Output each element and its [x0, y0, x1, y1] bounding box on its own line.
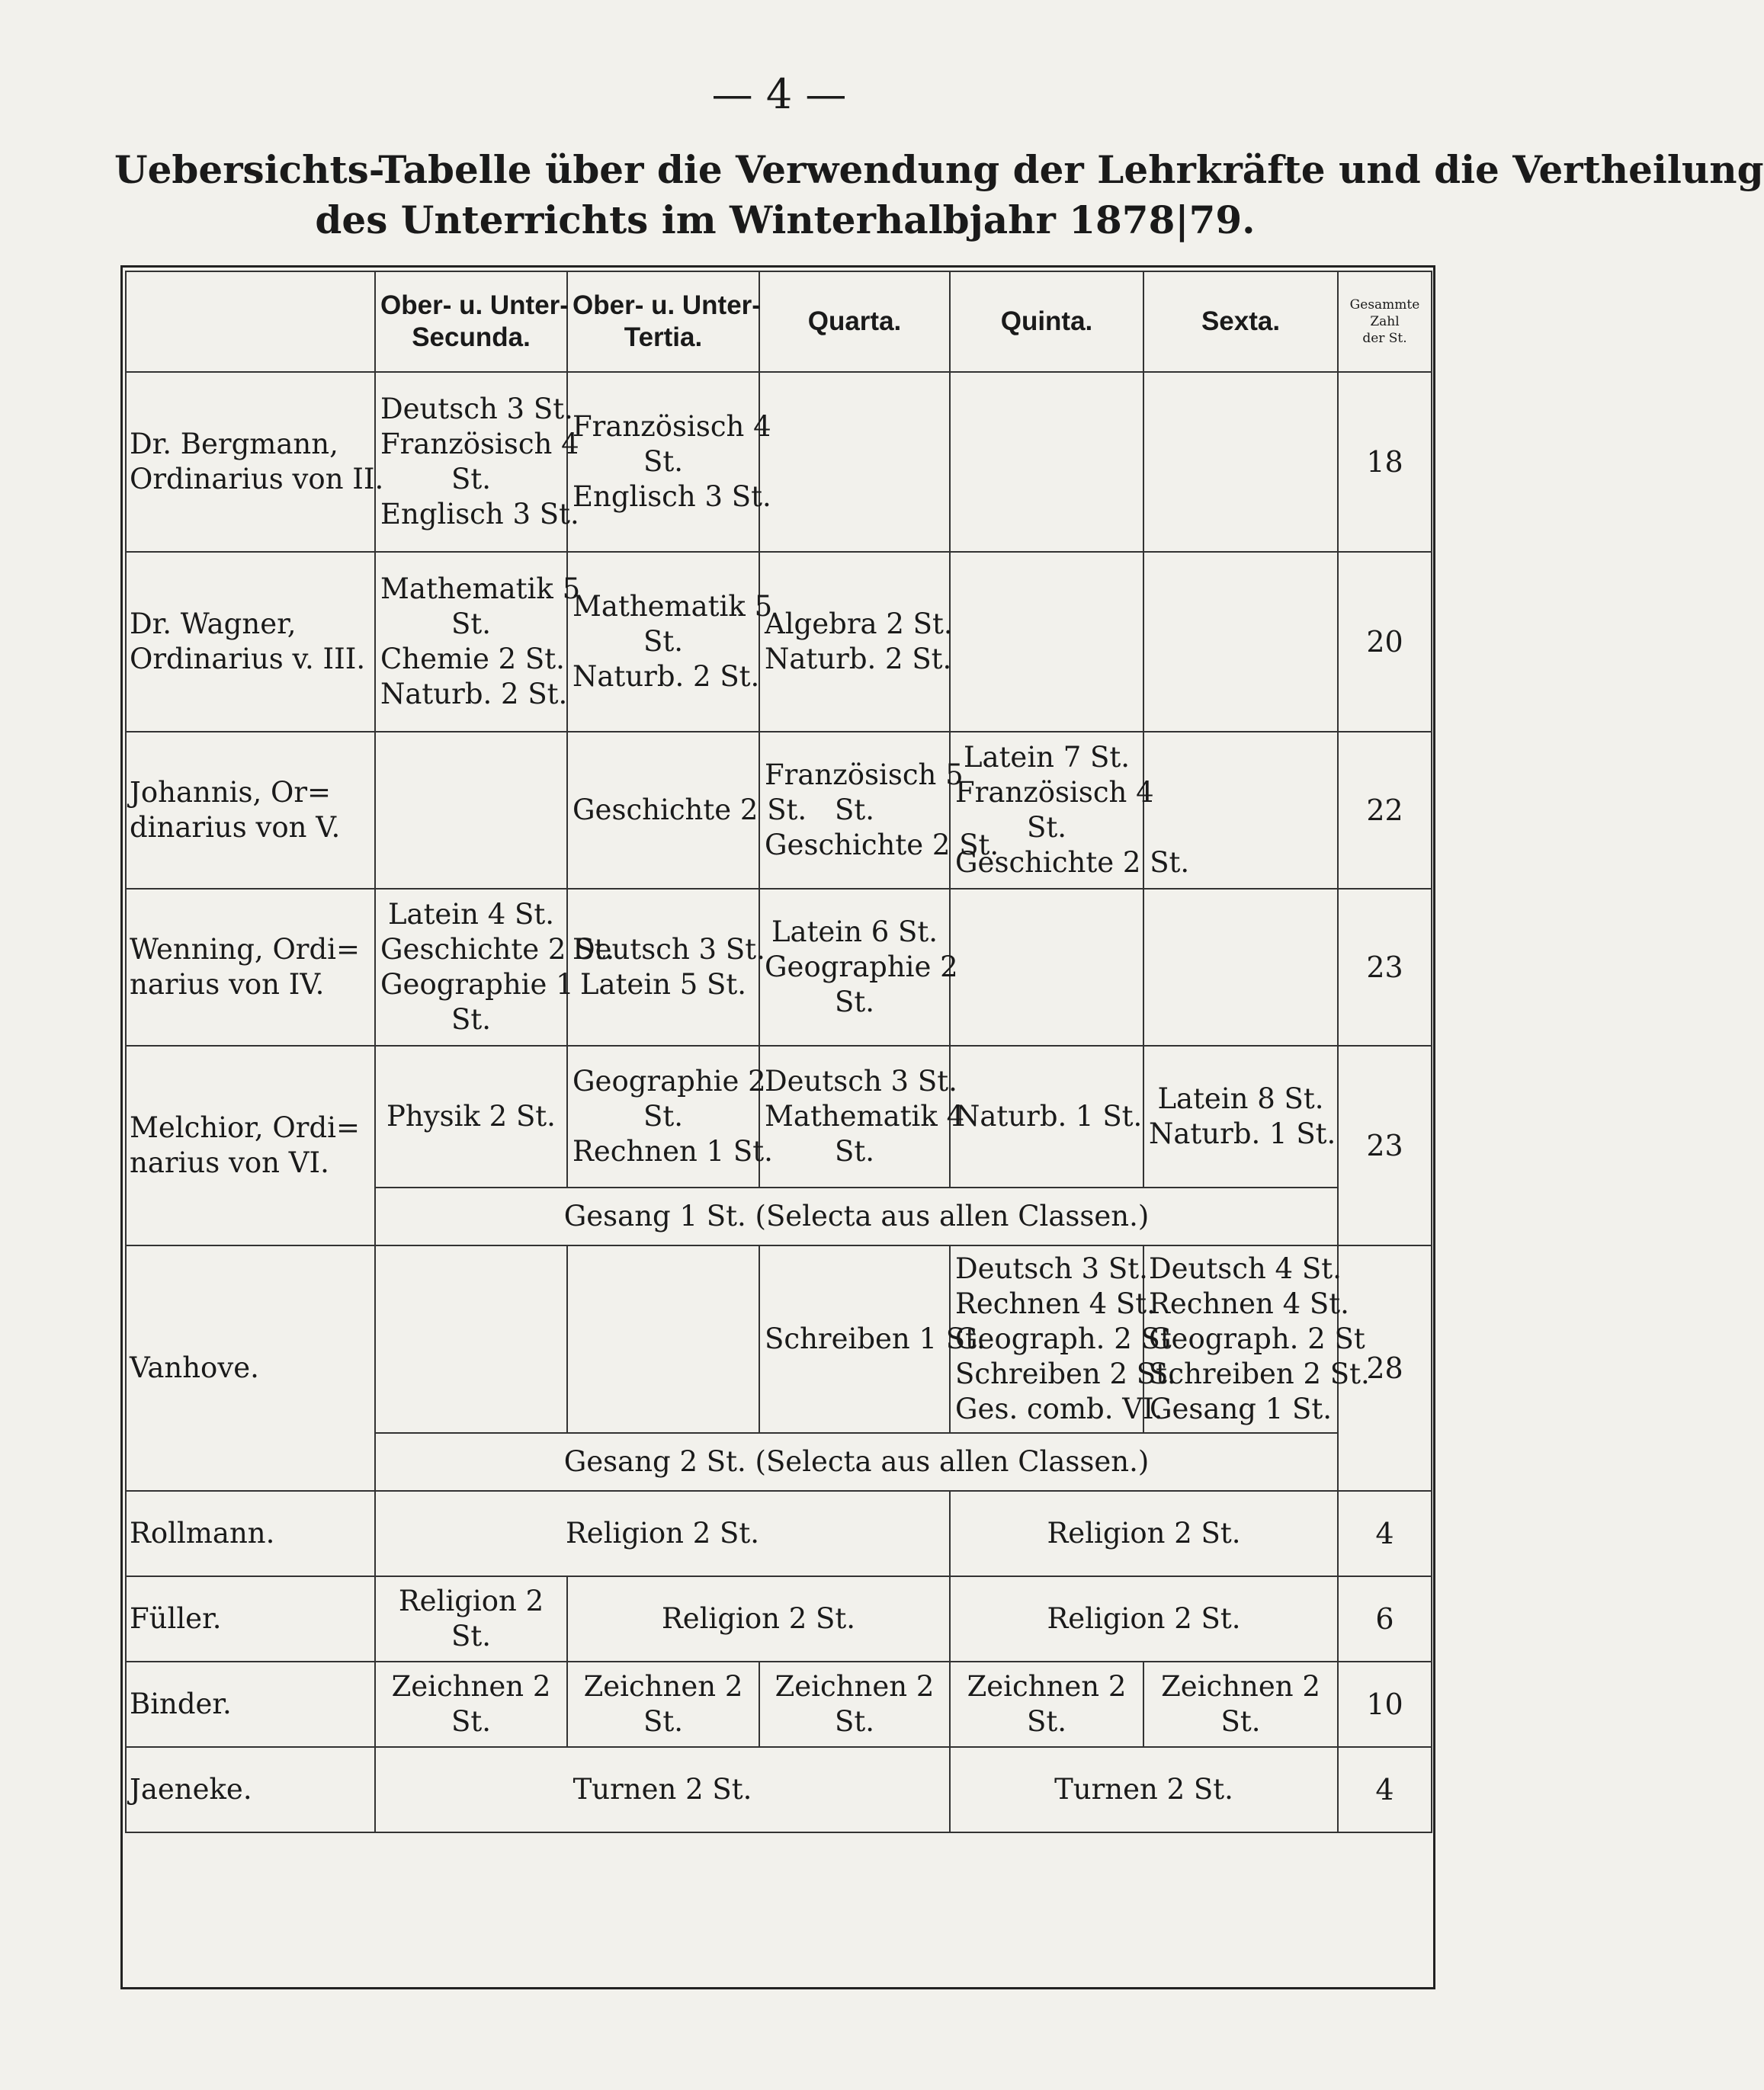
- span-gesang-selecta: Gesang 2 St. (Selecta aus allen Classen.): [375, 1433, 1338, 1491]
- teacher-name: [126, 889, 375, 1046]
- cell-total: 4: [1338, 1491, 1432, 1576]
- cell-total: 23: [1338, 1046, 1432, 1245]
- teacher-name: Rollmann.: [126, 1491, 375, 1576]
- cell-tertia: [567, 732, 807, 889]
- cell-line: Latein 5 St.: [579, 968, 747, 1001]
- table-row: [126, 372, 1432, 552]
- teacher-name: [126, 372, 384, 552]
- table-row: [126, 1576, 1432, 1662]
- header-quarta: Quarta.: [759, 271, 950, 372]
- cell-line: Tertia.: [624, 322, 703, 352]
- table-row: [126, 1662, 1432, 1747]
- cell-line: Johannis, Or=: [130, 776, 332, 809]
- cell-tertia: Zeichnen 2 St.: [567, 1662, 759, 1747]
- cell-line: St.: [643, 445, 683, 478]
- cell-secunda: [375, 732, 567, 889]
- cell-quarta: [759, 1046, 965, 1188]
- cell-turnen-right: Turnen 2 St.: [950, 1747, 1338, 1832]
- cell-line: Deutsch 3 St.: [572, 933, 765, 966]
- cell-tertia: [567, 1046, 773, 1188]
- cell-quinta: [950, 552, 1143, 732]
- cell-line: Gesang 1 St.: [1149, 1393, 1333, 1425]
- cell-secunda: [375, 1245, 567, 1433]
- table-row: [126, 552, 1432, 732]
- cell-line: Naturb. 1 St.: [1149, 1117, 1336, 1150]
- cell-line: Naturb. 2 St.: [572, 660, 760, 693]
- cell-line: Geschichte 2 St.: [380, 933, 615, 966]
- table-row: [126, 1245, 1432, 1433]
- cell-total: 10: [1338, 1662, 1432, 1747]
- cell-quarta: [759, 372, 950, 552]
- cell-line: Geschichte 2 St.: [572, 793, 807, 826]
- cell-line: Geographie 1: [380, 968, 574, 1001]
- cell-sexta: [1143, 372, 1338, 552]
- cell-line: Geograph. 2 St: [955, 1322, 1172, 1355]
- cell-line: St.: [451, 607, 491, 640]
- span-gesang-selecta: Gesang 1 St. (Selecta aus allen Classen.): [375, 1188, 1338, 1245]
- cell-line: Naturb. 1 St.: [955, 1100, 1143, 1133]
- cell-line: Naturb. 2 St.: [765, 643, 952, 675]
- cell-line: narius von IV.: [130, 968, 325, 1001]
- cell-quarta: [759, 1245, 986, 1433]
- cell-line: Französisch 4: [380, 428, 579, 460]
- cell-line: Ges. comb. VI.: [955, 1393, 1163, 1425]
- cell-line: Rechnen 4 St.: [955, 1287, 1156, 1320]
- cell-total: 23: [1338, 889, 1432, 1046]
- cell-total: 4: [1338, 1747, 1432, 1832]
- cell-sexta: Zeichnen 2 St.: [1143, 1662, 1338, 1747]
- cell-line: St.: [643, 625, 683, 658]
- table-row: [126, 1747, 1432, 1832]
- cell-line: Geographie 2: [572, 1065, 766, 1098]
- cell-line: Gesammte: [1349, 297, 1420, 313]
- cell-religion-right: Religion 2 St.: [950, 1576, 1338, 1662]
- cell-quarta: [759, 552, 953, 732]
- cell-line: Ordinarius v. III.: [130, 643, 366, 675]
- cell-quinta: [950, 1245, 1176, 1433]
- cell-line: Geschichte 2 St.: [955, 846, 1190, 879]
- cell-line: Melchior, Ordi=: [130, 1111, 360, 1144]
- cell-total: 28: [1338, 1245, 1432, 1491]
- cell-sexta: [1143, 1245, 1370, 1433]
- header-sexta: Sexta.: [1143, 271, 1338, 372]
- cell-religion-middle: Religion 2 St.: [567, 1576, 950, 1662]
- cell-line: St.: [835, 793, 874, 826]
- cell-line: St.: [1027, 811, 1066, 844]
- cell-quinta: Zeichnen 2 St.: [950, 1662, 1143, 1747]
- cell-total: 18: [1338, 372, 1432, 552]
- cell-line: der St.: [1362, 331, 1407, 346]
- cell-sexta: [1143, 1046, 1338, 1188]
- cell-line: Schreiben 2 St.: [955, 1358, 1176, 1390]
- cell-secunda: [375, 889, 615, 1046]
- cell-line: Deutsch 3 St.: [955, 1252, 1148, 1285]
- cell-line: narius von VI.: [130, 1146, 329, 1179]
- teacher-allocation-table: [125, 271, 1432, 1833]
- cell-line: Mathematik 5: [380, 572, 581, 605]
- cell-line: dinarius von V.: [130, 811, 341, 844]
- table-row: [126, 889, 1432, 1046]
- cell-total: 6: [1338, 1576, 1432, 1662]
- cell-sexta: [1143, 889, 1338, 1046]
- header-tertia: [567, 271, 759, 372]
- cell-line: Französisch 4: [572, 410, 771, 443]
- cell-secunda: [375, 1046, 567, 1188]
- cell-line: Geograph. 2 St: [1149, 1322, 1365, 1355]
- cell-line: Geschichte 2 St.: [765, 829, 999, 861]
- cell-line: Algebra 2 St.: [765, 607, 953, 640]
- cell-quarta: Zeichnen 2 St.: [759, 1662, 950, 1747]
- cell-line: Deutsch 3 St.: [380, 393, 573, 425]
- teacher-name: [126, 1046, 375, 1245]
- cell-secunda: [375, 552, 581, 732]
- cell-total: 22: [1338, 732, 1432, 889]
- cell-tertia: [567, 1245, 759, 1433]
- cell-line: St.: [835, 986, 874, 1018]
- cell-line: Rechnen 4 St.: [1149, 1287, 1349, 1320]
- cell-line: Chemie 2 St.: [380, 643, 565, 675]
- cell-line: Französisch 4: [955, 776, 1154, 809]
- teacher-name: Binder.: [126, 1662, 375, 1747]
- teacher-name: Jaeneke.: [126, 1747, 375, 1832]
- teacher-name: Vanhove.: [126, 1245, 375, 1491]
- cell-line: Französisch 5: [765, 758, 964, 791]
- table-row: [126, 732, 1432, 889]
- cell-line: Wenning, Ordi=: [130, 933, 360, 966]
- table-row: [126, 1046, 1432, 1188]
- cell-religion-left: Religion 2 St.: [375, 1491, 950, 1576]
- cell-secunda: [375, 372, 579, 552]
- cell-line: Latein 8 St.: [1157, 1082, 1324, 1115]
- cell-line: St.: [835, 1135, 874, 1168]
- header-secunda: [375, 271, 567, 372]
- header-row: [126, 271, 1432, 372]
- cell-line: Ober- u. Unter-: [380, 290, 569, 320]
- teacher-name: [126, 732, 375, 889]
- cell-line: Englisch 3 St.: [572, 480, 771, 513]
- teacher-name: [126, 552, 375, 732]
- cell-quinta: [950, 889, 1143, 1046]
- cell-line: Rechnen 1 St.: [572, 1135, 773, 1168]
- cell-secunda: Religion 2 St.: [375, 1576, 567, 1662]
- cell-line: Latein 7 St.: [963, 741, 1131, 774]
- cell-line: Ordinarius von II.: [130, 463, 384, 495]
- cell-religion-right: Religion 2 St.: [950, 1491, 1338, 1576]
- cell-turnen-left: Turnen 2 St.: [375, 1747, 950, 1832]
- cell-line: Englisch 3 St.: [380, 498, 579, 531]
- header-total: [1338, 271, 1432, 372]
- cell-line: Schreiben 1 St.: [765, 1322, 986, 1355]
- title-line-2: des Unterrichts im Winterhalbjahr 1878|79.: [315, 197, 1256, 242]
- cell-tertia: [567, 889, 765, 1046]
- cell-line: Geographie 2: [765, 950, 958, 983]
- cell-line: Zahl: [1370, 314, 1400, 329]
- cell-sexta: [1143, 552, 1338, 732]
- cell-tertia: [567, 552, 773, 732]
- teacher-name: Füller.: [126, 1576, 375, 1662]
- cell-line: St.: [451, 1003, 491, 1036]
- cell-line: Mathematik 5: [572, 590, 773, 623]
- page-number: — 4 —: [711, 70, 847, 118]
- header-quinta: Quinta.: [950, 271, 1143, 372]
- cell-line: Naturb. 2 St.: [380, 678, 568, 710]
- cell-line: Deutsch 3 St.: [765, 1065, 957, 1098]
- cell-quarta: [759, 889, 958, 1046]
- cell-total: 20: [1338, 552, 1432, 732]
- cell-line: Secunda.: [412, 322, 531, 352]
- header-teacher: [126, 271, 375, 372]
- title-line-1: Uebersichts-Tabelle über die Verwendung der Lehrkräfte und die Vertheilung: [114, 147, 1764, 192]
- cell-tertia: [567, 372, 771, 552]
- cell-line: St.: [451, 463, 491, 495]
- cell-quinta: [950, 1046, 1143, 1188]
- page-title: [114, 145, 1764, 245]
- cell-line: Schreiben 2 St.: [1149, 1358, 1370, 1390]
- table-row: [126, 1491, 1432, 1576]
- cell-secunda: Zeichnen 2 St.: [375, 1662, 567, 1747]
- cell-quinta: [950, 372, 1143, 552]
- cell-quinta: [950, 732, 1190, 889]
- cell-line: Ober- u. Unter-: [572, 290, 761, 320]
- cell-line: Latein 4 St.: [387, 898, 555, 931]
- cell-line: St.: [643, 1100, 683, 1133]
- cell-line: Dr. Bergmann,: [130, 428, 338, 460]
- cell-line: Latein 6 St.: [771, 915, 938, 948]
- cell-line: Mathematik 4: [765, 1100, 965, 1133]
- cell-line: Dr. Wagner,: [130, 607, 297, 640]
- cell-line: Deutsch 4 St.: [1149, 1252, 1342, 1285]
- cell-line: Physik 2 St.: [386, 1100, 556, 1133]
